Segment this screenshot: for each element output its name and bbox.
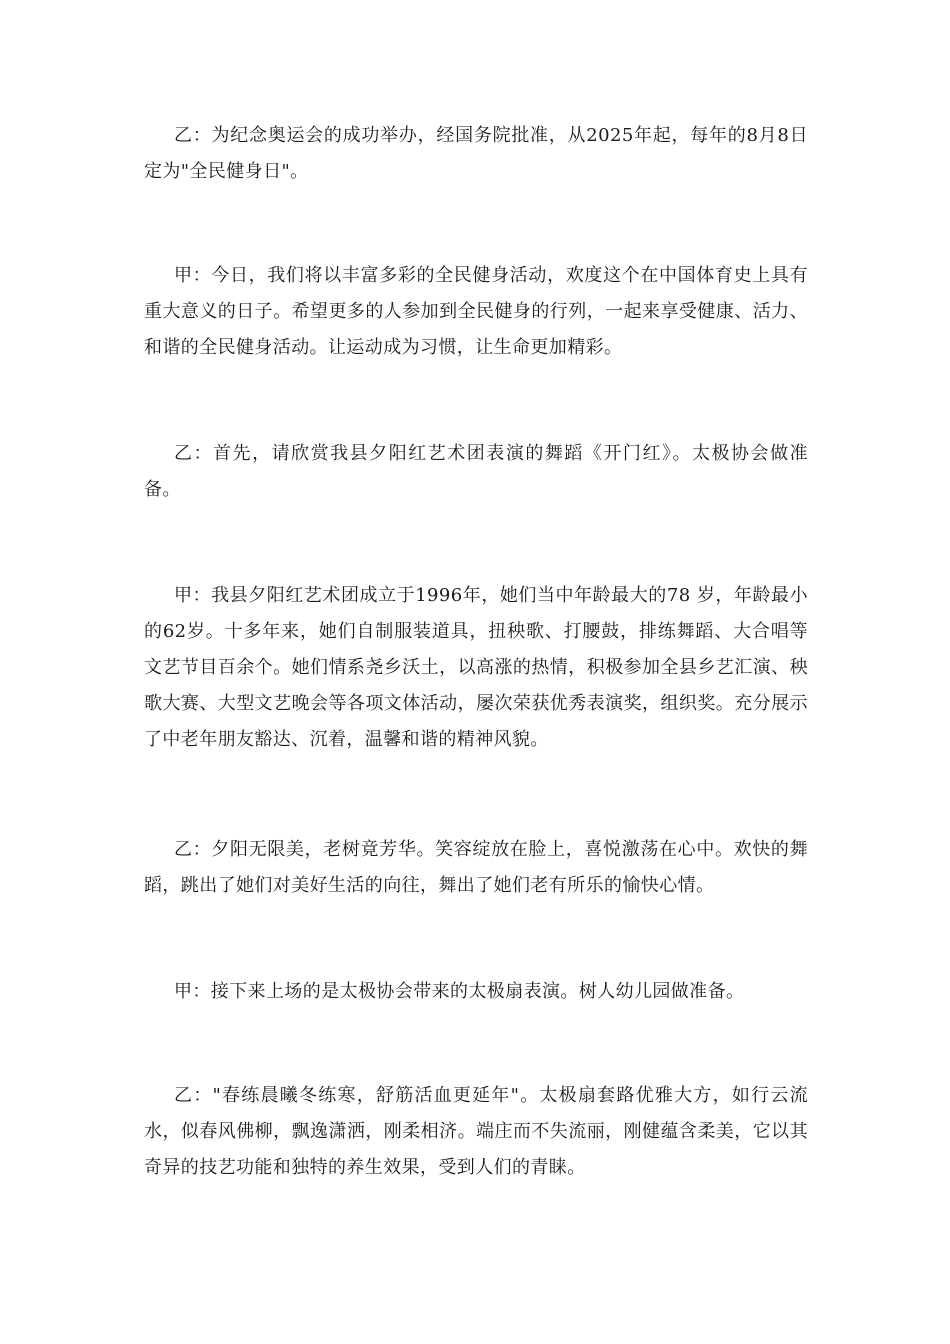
- paragraph-yi-1: 乙：为纪念奥运会的成功举办，经国务院批准，从2025年起，每年的8月8日定为"全民健身日"。: [144, 125, 808, 182]
- paragraph-jia-1: 甲：今日，我们将以丰富多彩的全民健身活动，欢度这个在中国体育史上具有重大意义的日子。希望更多的人参加到全民健身的行列，一起来享受健康、活力、和谐的全民健身活动。让运动成为习惯，让生命更加精彩。: [144, 265, 808, 358]
- paragraph-yi-4: 乙："春练晨曦冬练寒，舒筋活血更延年"。太极扇套路优雅大方，如行云流水，似春风佛柳，飘逸潇洒，刚柔相济。端庄而不失流丽，刚健蕴含柔美，它以其奇异的技艺功能和独特的养生效果，受到人们的青睐。: [144, 1085, 808, 1178]
- paragraph-yi-2: 乙：首先，请欣赏我县夕阳红艺术团表演的舞蹈《开门红》。太极协会做准备。: [144, 443, 808, 500]
- paragraph-jia-3: 甲：接下来上场的是太极协会带来的太极扇表演。树人幼儿园做准备。: [174, 981, 745, 1002]
- paragraph-yi-3: 乙：夕阳无限美，老树竟芳华。笑容绽放在脸上，喜悦激荡在心中。欢快的舞蹈，跳出了她们对美好生活的向往，舞出了她们老有所乐的愉快心情。: [144, 839, 808, 896]
- paragraph-jia-2: 甲：我县夕阳红艺术团成立于1996年，她们当中年龄最大的78 岁，年龄最小的62岁。十多年来，她们自制服装道具，扭秧歌、打腰鼓，排练舞蹈、大合唱等文艺节目百余个。她们情系尧乡沃土，以高涨的热情，积极参加全县乡艺汇演、秧歌大赛、大型文艺晚会等各项文体活动，屡次荣获优秀表演奖，组织奖。充分展示了中老年朋友豁达、沉着，温馨和谐的精神风貌。: [144, 585, 808, 750]
